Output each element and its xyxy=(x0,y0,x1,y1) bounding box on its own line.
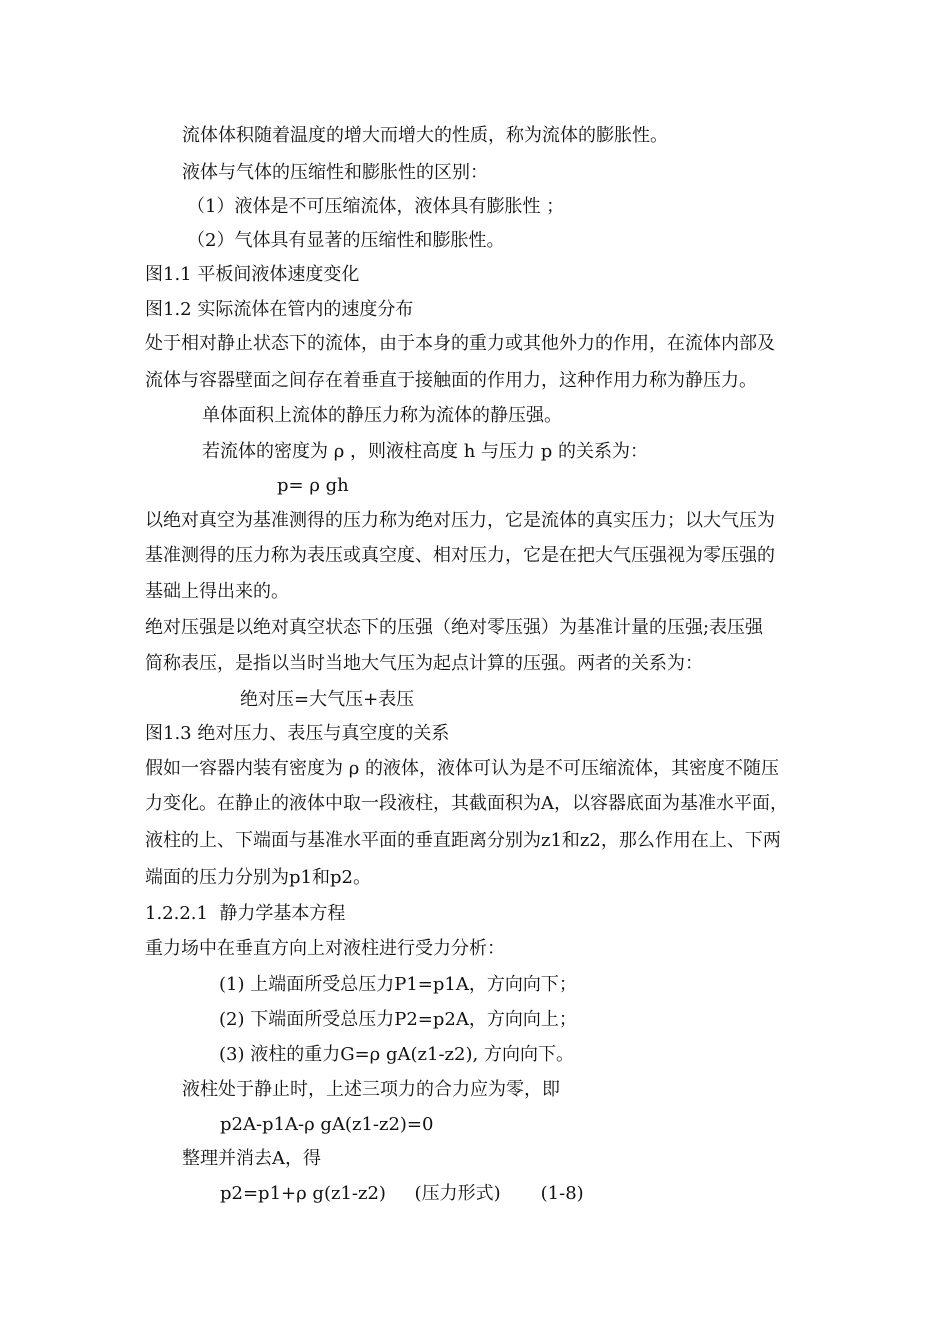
list-item-gas: （2）气体具有显著的压缩性和膨胀性。 xyxy=(187,230,505,251)
figure-caption-1-2: 图1.2 实际流体在管内的速度分布 xyxy=(145,299,414,320)
formula-absolute-pressure: 绝对压=大气压+表压 xyxy=(240,689,415,710)
paragraph-absolute-pressure-line-3: 基础上得出来的。 xyxy=(145,581,289,602)
figure-caption-1-3: 图1.3 绝对压力、表压与真空度的关系 xyxy=(145,723,450,744)
paragraph-density-relation: 若流体的密度为 ρ ，则液柱高度 h 与压力 p 的关系为： xyxy=(202,441,649,462)
paragraph-static-pressure-line-2: 流体与容器壁面之间存在着垂直于接触面的作用力，这种作用力称为静压力。 xyxy=(145,370,757,391)
paragraph-simplify: 整理并消去A，得 xyxy=(182,1148,321,1169)
paragraph-liquid-column-line-4: 端面的压力分别为p1和p2。 xyxy=(145,867,371,888)
paragraph-liquid-column-line-3: 液柱的上、下端面与基准水平面的垂直距离分别为z1和z2，那么作用在上、下两 xyxy=(145,830,781,851)
force-item-top-face: (1) 上端面所受总压力P1=p1A，方向向下； xyxy=(219,974,577,995)
paragraph-static-pressure-line-1: 处于相对静止状态下的流体，由于本身的重力或其他外力的作用，在流体内部及 xyxy=(145,333,775,354)
figure-caption-1-1: 图1.1 平板间液体速度变化 xyxy=(145,264,360,285)
formula-1-8: p2=p1+ρ g(z1-z2) (压力形式) (1-8) xyxy=(220,1183,584,1204)
paragraph-expansion-definition: 流体体积随着温度的增大而增大的性质，称为流体的膨胀性。 xyxy=(182,125,668,146)
force-item-gravity: (3) 液柱的重力G=ρ gA(z1-z2), 方向向下。 xyxy=(219,1044,574,1065)
paragraph-gauge-pressure-line-1: 绝对压强是以绝对真空状态下的压强（绝对零压强）为基准计量的压强;表压强 xyxy=(145,617,764,638)
paragraph-static-pressure-intensity: 单体面积上流体的静压力称为流体的静压强。 xyxy=(202,405,562,426)
paragraph-difference-heading: 液体与气体的压缩性和膨胀性的区别： xyxy=(182,162,488,183)
force-item-bottom-face: (2) 下端面所受总压力P2=p2A，方向向上； xyxy=(219,1009,577,1030)
section-heading-1-2-2-1: 1.2.2.1 静力学基本方程 xyxy=(145,903,346,924)
paragraph-absolute-pressure-line-1: 以绝对真空为基准测得的压力称为绝对压力，它是流体的真实压力；以大气压为 xyxy=(145,510,775,531)
paragraph-force-analysis: 重力场中在垂直方向上对液柱进行受力分析： xyxy=(145,938,505,959)
list-item-liquid: （1）液体是不可压缩流体，液体具有膨胀性 ； xyxy=(187,196,565,217)
paragraph-absolute-pressure-line-2: 基准测得的压力称为表压或真空度、相对压力，它是在把大气压强视为零压强的 xyxy=(145,545,775,566)
paragraph-liquid-column-line-1: 假如一容器内装有密度为 ρ 的液体，液体可认为是不可压缩流体，其密度不随压 xyxy=(145,758,780,779)
paragraph-liquid-column-line-2: 力变化。在静止的液体中取一段液柱，其截面积为A，以容器底面为基准水平面， xyxy=(145,793,788,814)
paragraph-equilibrium: 液柱处于静止时，上述三项力的合力应为零，即 xyxy=(182,1079,560,1100)
formula-equilibrium: p2A-p1A-ρ gA(z1-z2)=0 xyxy=(220,1114,434,1135)
paragraph-gauge-pressure-line-2: 简称表压，是指以当时当地大气压为起点计算的压强。两者的关系为： xyxy=(145,653,703,674)
formula-p-rho-g-h: p= ρ gh xyxy=(277,475,349,496)
